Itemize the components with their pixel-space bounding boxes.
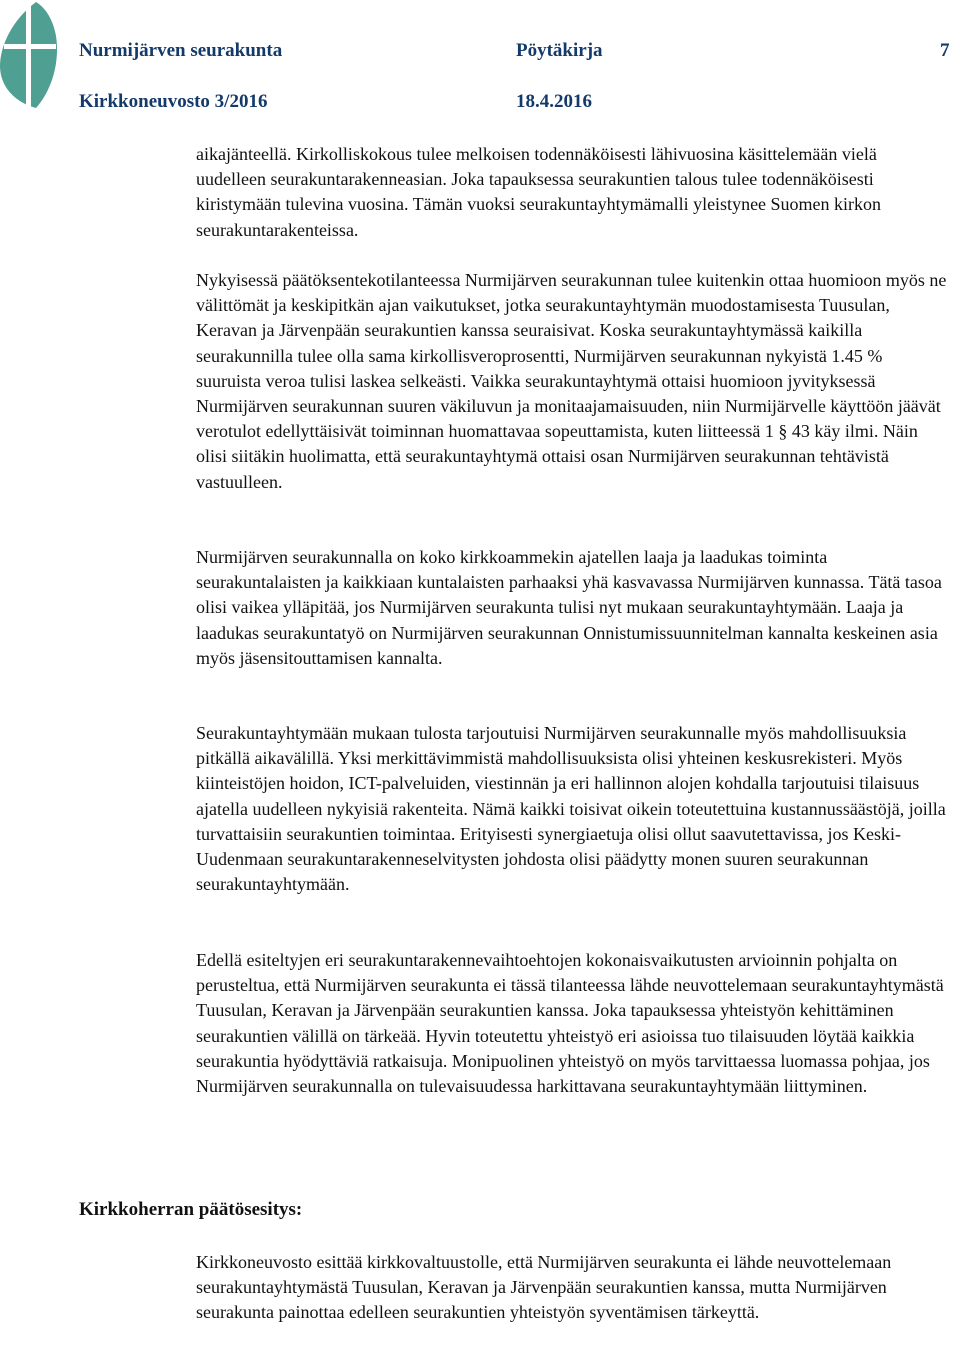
header-date: 18.4.2016 bbox=[516, 91, 592, 112]
paragraph-1: aikajänteellä. Kirkolliskokous tulee melkoisen todennäköisesti lähivuosina käsittelemään vielä uudelleen seurakuntarakenneasian. Joka tapauksessa seurakuntien talous tulee todennäköisesti kiristymään tulevina vuosina. Tämän vuoksi seurakuntayhtymämalli yleistynee Suomen kirkon seurakuntarakenteissa. bbox=[196, 144, 882, 240]
proposal-heading: Kirkkoherran päätösesitys: bbox=[79, 1199, 303, 1220]
header-organization: Nurmijärven seurakunta bbox=[79, 40, 283, 61]
header-meeting: Kirkkoneuvosto 3/2016 bbox=[79, 91, 268, 112]
proposal-text: Kirkkoneuvosto esittää kirkkovaltuustolle, että Nurmijärven seurakunta ei lähde neuvottelemaan seurakuntayhtymästä Tuusulan, Keravan ja Järvenpään seurakuntien kanssa, mutta Nurmijärven seurakunta painottaa edelleen seurakuntien yhteistyön syventämisen tärkeyttä. bbox=[196, 1252, 892, 1323]
paragraph-4: Seurakuntayhtymään mukaan tulosta tarjoutuisi Nurmijärven seurakunnalle myös mahdollisuuksia pitkällä aikavälillä. Yksi merkittävimmistä mahdollisuuksista olisi yhteinen keskusrekisteri. Myös kiinteistöjen hoidon, ICT-palveluiden, viestinnän ja eri hallinnon alojen kohdalla tarjoutuisi tilaisuus ajatella uudelleen nykyisiä rakenteita. Nämä kaikki toisivat oikein toteutettuina kustannussäästöjä, joilla turvattaisiin seurakuntien toimintaa. Erityisesti synergiaetuja olisi ollut saavutettavissa, jos Keski-Uudenmaan seurakuntarakenneselvitysten johdosta olisi päädytty monen suuren seurakunnan seurakuntayhtymään. bbox=[196, 723, 946, 895]
paragraph-2: Nykyisessä päätöksentekotilanteessa Nurmijärven seurakunnan tulee kuitenkin ottaa huomioon myös ne välittömät ja keskipitkän ajan vaikutukset, jotka seurakuntayhtymän muodostamisesta Tuusulan, Keravan ja Järvenpään seurakuntien kanssa seuraisivat. Koska seurakuntayhtymässä kaikilla seurakunnilla tulee olla sama kirkollisveroprosentti, Nurmijärven seurakunnan nykyistä 1.45 % suuruista veroa tulisi laskea selkeästi. Vaikka seurakuntayhtymä ottaisi huomioon jyvityksessä Nurmijärven seurakunnan suuren väkiluvun ja monitaajamaisuuden, niin Nurmijärvelle käyttöön jäävät verotulot edellyttäisivät toiminnan huomattavaa sopeuttamista, kuten liitteessä 1 § 43 käy ilmi. Näin olisi siitäkin huolimatta, että seurakuntayhtymä ottaisi osan Nurmijärven seurakunnan tehtävistä vastuulleen. bbox=[196, 270, 947, 492]
header-doc-type: Pöytäkirja bbox=[516, 40, 603, 61]
paragraph-5: Edellä esiteltyjen eri seurakuntarakennevaihtoehtojen kokonaisvaikutusten arvioinnin pohjalta on perusteltua, että Nurmijärven seurakunta ei tässä tilanteessa lähde neuvottelemaan seurakuntayhtymästä Tuusulan, Keravan ja Järvenpään seurakuntien kanssa. Joka tapauksessa yhteistyön kehittäminen seurakuntien välillä on tärkeää. Hyvin toteutettu yhteistyö eri asioissa tuo tilaisuuden löytää kaikkia seurakuntia hyödyttäviä ratkaisuja. Monipuolinen yhteistyö on myös tarvittaessa luomassa pohjaa, jos Nurmijärven seurakunnalla on tulevaisuudessa harkittavana seurakuntayhtymään liittyminen. bbox=[196, 950, 944, 1097]
parish-logo-icon bbox=[0, 2, 60, 110]
paragraph-3: Nurmijärven seurakunnalla on koko kirkkoammekin ajatellen laaja ja laadukas toiminta seurakuntalaisten ja kaikkiaan kuntalaisten parhaaksi yhä kasvavassa Nurmijärven kunnassa. Tätä tasoa olisi vaikea ylläpitää, jos Nurmijärven seurakunta tulisi nyt mukaan seurakuntayhtymään. Laaja ja laadukas seurakuntatyö on Nurmijärven seurakunnan Onnistumissuunnitelman kannalta keskeinen asia myös jäsensitouttamisen kannalta. bbox=[196, 547, 942, 668]
header-page-number: 7 bbox=[940, 40, 950, 61]
